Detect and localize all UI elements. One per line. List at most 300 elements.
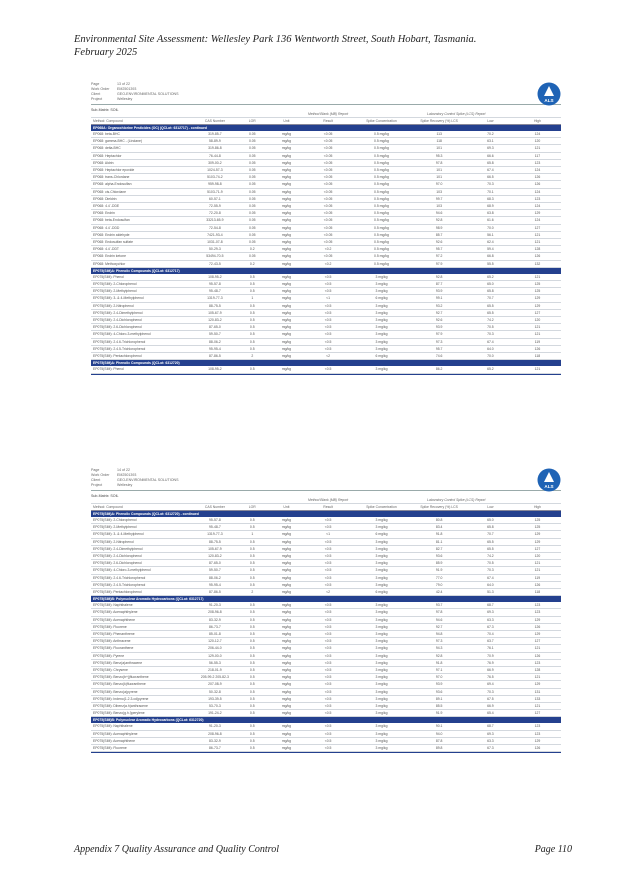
table-cell: mg/kg [268, 224, 304, 231]
table-row [91, 517, 561, 524]
table-cell: mg/kg [268, 231, 304, 238]
table-cell: 97.3 [411, 338, 467, 345]
table-cell: 121 [514, 274, 561, 281]
table-cell: 0.5 mg/kg [352, 167, 412, 174]
table-cell: EP075(SIM): 2.4.6-Trichlorophenol [91, 338, 194, 345]
table-cell: 55.5 [467, 260, 514, 267]
table-cell: <0.5 [305, 567, 352, 574]
table-cell: mg/kg [268, 145, 304, 152]
table-cell: 129 [514, 302, 561, 309]
table-cell: 120 [514, 317, 561, 324]
table-cell: EP075(SIM): 2.4-Dimethylphenol [91, 309, 194, 316]
table-cell: EP068: 4.4`-DDE [91, 203, 194, 210]
table-row [91, 703, 561, 710]
table-cell: 92.7 [411, 309, 467, 316]
meta-key: Client [91, 92, 101, 96]
table-cell: 0.5 [236, 338, 268, 345]
table-cell: <0.5 [305, 688, 352, 695]
table-row [91, 524, 561, 531]
table-cell: 120-83-2 [194, 317, 237, 324]
table-cell: 66.9 [467, 667, 514, 674]
table-cell: 56.1 [467, 231, 514, 238]
table-cell: 0.5 [236, 695, 268, 702]
meta-value: EM2501393 [117, 87, 137, 91]
table-row [91, 274, 561, 281]
table-cell: <0.05 [305, 210, 352, 217]
table-cell: 123 [514, 195, 561, 202]
table-cell: 67.3 [467, 745, 514, 752]
table-cell: mg/kg [268, 623, 304, 630]
table-row [91, 688, 561, 695]
table-cell: 120 [514, 138, 561, 145]
table-cell: 3 mg/kg [352, 517, 412, 524]
table-row [91, 324, 561, 331]
table-cell: EP075(SIM): 2-Methylphenol [91, 524, 194, 531]
table-cell: 99.7 [411, 195, 467, 202]
table-row [91, 723, 561, 730]
table-cell: 59-50-7 [194, 331, 237, 338]
table-cell: 3 mg/kg [352, 302, 412, 309]
table-cell: 83.4 [411, 524, 467, 531]
table-cell: 3 mg/kg [352, 581, 412, 588]
table-cell: mg/kg [268, 159, 304, 166]
table-cell: mg/kg [268, 331, 304, 338]
table-cell: 70.5 [467, 324, 514, 331]
report-meta [91, 468, 561, 488]
table-cell: 94.6 [411, 210, 467, 217]
table-row [91, 623, 561, 630]
table-row [91, 553, 561, 560]
table-cell: 121 [514, 703, 561, 710]
table-cell: 91.8 [411, 659, 467, 666]
table-cell: EP075(SIM): Phenanthrene [91, 631, 194, 638]
table-row [91, 581, 561, 588]
table-cell: 206-44-0 [194, 645, 237, 652]
table-cell: 123 [514, 659, 561, 666]
table-cell: 3 mg/kg [352, 703, 412, 710]
table-row [91, 138, 561, 145]
table-cell: 123 [514, 723, 561, 730]
table-cell: 0.5 [236, 524, 268, 531]
table-cell: 0.5 mg/kg [352, 203, 412, 210]
table-cell: mg/kg [268, 181, 304, 188]
table-cell: mg/kg [268, 652, 304, 659]
table-cell: 0.05 [236, 210, 268, 217]
table-cell: 81.1 [411, 538, 467, 545]
table-cell: 95-48-7 [194, 524, 237, 531]
table-cell: EP075(SIM): Fluorene [91, 623, 194, 630]
table-cell: 108-95-2 [194, 366, 237, 373]
group-lcs: Laboratory Control Spike (LCS) Report [352, 112, 561, 118]
table-cell: 76.5 [467, 674, 514, 681]
table-cell: 0.05 [236, 195, 268, 202]
table-cell: 65.2 [467, 366, 514, 373]
table-cell: mg/kg [268, 616, 304, 623]
footer-appendix: Appendix 7 Quality Assurance and Quality Control [74, 844, 279, 855]
table-cell: 0.05 [236, 152, 268, 159]
table-cell: EP075(SIM): 2.6-Dichlorophenol [91, 560, 194, 567]
table-cell: 129 [514, 631, 561, 638]
table-cell: EP075(SIM): Pyrene [91, 652, 194, 659]
table-cell: mg/kg [268, 274, 304, 281]
table-cell: 89.8 [411, 745, 467, 752]
als-logo-icon [537, 82, 561, 106]
table-cell: <0.05 [305, 174, 352, 181]
table-cell: 123 [514, 730, 561, 737]
table-cell: 33213-65-9 [194, 217, 237, 224]
table-cell: <0.5 [305, 674, 352, 681]
table-cell: 3 mg/kg [352, 638, 412, 645]
table-cell: EP075(SIM): Benz(a)anthracene [91, 659, 194, 666]
table-row [91, 652, 561, 659]
table-cell: 121 [514, 567, 561, 574]
table-cell: 0.5 [236, 553, 268, 560]
table-cell: 88-06-2 [194, 574, 237, 581]
table-cell: 70.0 [467, 353, 514, 360]
table-cell: 3 mg/kg [352, 730, 412, 737]
table-cell: 70.5 [467, 560, 514, 567]
table-cell: 87.7 [411, 281, 467, 288]
table-cell: <0.05 [305, 195, 352, 202]
table-cell: 0.5 mg/kg [352, 260, 412, 267]
table-row [91, 203, 561, 210]
table-cell: 123 [514, 609, 561, 616]
table-cell: 74.2 [467, 317, 514, 324]
table-cell: 68.7 [467, 723, 514, 730]
table-cell: 95-95-4 [194, 581, 237, 588]
table-cell: EP068: beta-Endosulfan [91, 217, 194, 224]
table-cell: 0.05 [236, 224, 268, 231]
table-cell: 3 mg/kg [352, 652, 412, 659]
table-row [91, 730, 561, 737]
table-row [91, 295, 561, 302]
table-cell: 59.4 [467, 246, 514, 253]
table-cell: mg/kg [268, 217, 304, 224]
report-meta [91, 82, 561, 102]
table-cell: 105-67-9 [194, 545, 237, 552]
meta-row [91, 483, 561, 488]
table-cell: 63.3 [467, 616, 514, 623]
table-cell: 3 mg/kg [352, 695, 412, 702]
table-cell: 132 [514, 260, 561, 267]
table-cell: mg/kg [268, 302, 304, 309]
table-cell: 83-32-9 [194, 616, 237, 623]
table-cell: 121 [514, 331, 561, 338]
table-row [91, 602, 561, 609]
table-cell: mg/kg [268, 631, 304, 638]
table-cell: EP075(SIM): 2.4-Dichlorophenol [91, 317, 194, 324]
table-cell: 0.5 [236, 602, 268, 609]
table-cell: mg/kg [268, 239, 304, 246]
table-cell: 88-06-2 [194, 338, 237, 345]
table-cell: 59-50-7 [194, 567, 237, 574]
table-row [91, 609, 561, 616]
table-row [91, 145, 561, 152]
table-cell: 207-08-9 [194, 681, 237, 688]
table-cell: EP075(SIM): Fluoranthene [91, 645, 194, 652]
table-cell: 3 mg/kg [352, 281, 412, 288]
table-cell: EP075(SIM): Phenol [91, 366, 194, 373]
table-cell: 0.5 [236, 324, 268, 331]
table-cell: 208-96-8 [194, 609, 237, 616]
table-cell: <0.5 [305, 574, 352, 581]
table-cell: 124 [514, 217, 561, 224]
table-cell: 125 [514, 524, 561, 531]
table-cell: <0.5 [305, 302, 352, 309]
table-cell: 87-86-5 [194, 353, 237, 360]
table-cell: mg/kg [268, 338, 304, 345]
table-cell: 92.6 [411, 317, 467, 324]
col-header-result: Result [305, 118, 352, 125]
table-cell: 65.4 [467, 710, 514, 717]
table-cell: 1024-57-3 [194, 167, 237, 174]
table-cell: mg/kg [268, 745, 304, 752]
table-cell: 0.5 [236, 681, 268, 688]
table-cell: 94.3 [411, 645, 467, 652]
table-cell: 83-32-9 [194, 737, 237, 744]
table-cell: 94.8 [411, 631, 467, 638]
table-cell: 127 [514, 710, 561, 717]
table-cell: 61.6 [467, 217, 514, 224]
table-cell: <0.05 [305, 224, 352, 231]
table-cell: 86-73-7 [194, 745, 237, 752]
table-cell: 0.5 [236, 688, 268, 695]
table-cell: 95-48-7 [194, 288, 237, 295]
table-cell: <0.5 [305, 366, 352, 373]
table-cell: 97.8 [411, 609, 467, 616]
table-cell: 92.6 [411, 239, 467, 246]
table-cell: 0.5 [236, 560, 268, 567]
table-cell: mg/kg [268, 645, 304, 652]
table-cell: 0.5 [236, 723, 268, 730]
table-cell: <0.5 [305, 737, 352, 744]
table-cell: 69.3 [467, 145, 514, 152]
table-cell: <0.05 [305, 159, 352, 166]
table-cell: EP068: Endosulfan sulfate [91, 239, 194, 246]
table-cell: 3 mg/kg [352, 602, 412, 609]
table-cell: EP068: cis-Chlordane [91, 188, 194, 195]
table-cell: 97.9 [411, 331, 467, 338]
table-cell: 0.05 [236, 181, 268, 188]
table-cell: 74.2 [467, 553, 514, 560]
table-cell: 3 mg/kg [352, 681, 412, 688]
table-cell: EP068: Endrin ketone [91, 253, 194, 260]
table-cell: 0.5 [236, 574, 268, 581]
table-cell: <0.5 [305, 602, 352, 609]
table-cell: 0.5 [236, 366, 268, 373]
meta-value: 14 of 22 [117, 468, 130, 472]
table-cell: 120-83-2 [194, 553, 237, 560]
table-row [91, 188, 561, 195]
table-cell: 218-01-9 [194, 667, 237, 674]
table-cell: EP068: Methoxychlor [91, 260, 194, 267]
table-cell: 0.5 mg/kg [352, 253, 412, 260]
table-cell: 6 mg/kg [352, 589, 412, 596]
table-cell: mg/kg [268, 609, 304, 616]
meta-value: EM2501393 [117, 473, 137, 477]
table-row [91, 710, 561, 717]
table-cell: mg/kg [268, 517, 304, 524]
table-cell: 1319-77-3 [194, 531, 237, 538]
section-title: EP075(SIM)A: Phenolic Compounds (QCLot: 6312720) [91, 360, 561, 367]
section-title: EP075(SIM)A: Phenolic Compounds (QCLot: 6312717) [91, 267, 561, 274]
table-cell: 5103-74-2 [194, 174, 237, 181]
table-cell: <0.5 [305, 638, 352, 645]
table-cell: mg/kg [268, 553, 304, 560]
table-cell: <0.05 [305, 167, 352, 174]
table-row [91, 217, 561, 224]
table-cell: 65.0 [467, 517, 514, 524]
table-cell: EP075(SIM): 2.4.5-Trichlorophenol [91, 345, 194, 352]
table-cell: <0.5 [305, 616, 352, 623]
table-bottom-rule-cell [91, 373, 561, 375]
table-cell: 53-70-3 [194, 703, 237, 710]
meta-key: Work Order [91, 473, 110, 477]
table-cell: 91.8 [411, 531, 467, 538]
table-cell: 92.8 [411, 217, 467, 224]
table-cell: 85.9 [411, 560, 467, 567]
table-cell: 72-43-5 [194, 260, 237, 267]
table-cell: 121 [514, 239, 561, 246]
table-cell: 0.2 [236, 246, 268, 253]
table-cell: <0.5 [305, 324, 352, 331]
table-cell: 95-57-8 [194, 281, 237, 288]
table-row [91, 681, 561, 688]
table-cell: EP075(SIM): Naphthalene [91, 602, 194, 609]
table-cell: mg/kg [268, 188, 304, 195]
table-cell: 125 [514, 288, 561, 295]
table-cell: 127 [514, 545, 561, 552]
table-cell: 0.5 [236, 674, 268, 681]
table-row [91, 239, 561, 246]
table-cell: 309-00-2 [194, 159, 237, 166]
table-cell: <0.5 [305, 553, 352, 560]
table-cell: EP075(SIM): 2-Chlorophenol [91, 517, 194, 524]
table-cell: 66.8 [467, 253, 514, 260]
table-row [91, 338, 561, 345]
table-cell: 0.5 mg/kg [352, 138, 412, 145]
table-cell: 91.9 [411, 710, 467, 717]
table-cell: EP075(SIM): Phenol [91, 274, 194, 281]
table-cell: 65.5 [467, 302, 514, 309]
table-cell: 0.5 mg/kg [352, 174, 412, 181]
table-cell: 1 [236, 295, 268, 302]
table-cell: 68.7 [467, 602, 514, 609]
table-cell: 95.7 [411, 246, 467, 253]
table-cell: 119 [514, 338, 561, 345]
table-cell: 0.5 [236, 317, 268, 324]
table-cell: <0.05 [305, 131, 352, 138]
col-header-spike: Spike Concentration [352, 118, 412, 125]
table-cell: 3 mg/kg [352, 631, 412, 638]
table-cell: 120-12-7 [194, 638, 237, 645]
table-cell: 87-86-5 [194, 589, 237, 596]
table-cell: EP075(SIM): 2-Chlorophenol [91, 281, 194, 288]
table-cell: 89.1 [411, 695, 467, 702]
table-cell: <0.05 [305, 231, 352, 238]
table-cell: <0.05 [305, 138, 352, 145]
table-cell: mg/kg [268, 638, 304, 645]
table-cell: <0.5 [305, 317, 352, 324]
table-cell: 95.3 [411, 152, 467, 159]
table-cell: 121 [514, 645, 561, 652]
table-cell: 128 [514, 246, 561, 253]
table-cell: 72-55-9 [194, 203, 237, 210]
table-cell: 70.0 [467, 224, 514, 231]
table-cell: 121 [514, 231, 561, 238]
table-cell: <0.5 [305, 581, 352, 588]
table-cell: <0.5 [305, 560, 352, 567]
table-cell: 0.5 [236, 703, 268, 710]
table-cell: 88-75-5 [194, 302, 237, 309]
table-row [91, 253, 561, 260]
table-row [91, 674, 561, 681]
meta-key: Page [91, 468, 100, 472]
table-cell: 93.6 [411, 553, 467, 560]
header-rule [91, 490, 561, 491]
table-cell: 0.5 [236, 616, 268, 623]
table-cell: 133 [514, 695, 561, 702]
meta-value: GEO-ENVIRONMENTAL SOLUTIONS [117, 92, 179, 96]
table-cell: 68.3 [467, 195, 514, 202]
table-cell: 118 [514, 589, 561, 596]
table-cell: 63.3 [467, 737, 514, 744]
table-cell: mg/kg [268, 737, 304, 744]
table-cell: EP068: Aldrin [91, 159, 194, 166]
table-cell: mg/kg [268, 324, 304, 331]
table-cell: 0.5 mg/kg [352, 217, 412, 224]
col-header-unit: Unit [268, 118, 304, 125]
section-title: EP075(SIM)B: Polynuclear Aromatic Hydrocarbons (QCLot: 6312717) [91, 596, 561, 603]
logo-text: ALS [544, 98, 554, 103]
table-cell: 92.7 [411, 623, 467, 630]
table-cell: 3 mg/kg [352, 645, 412, 652]
table-bottom-rule-cell [91, 752, 561, 754]
table-cell: EP075(SIM): 2.4.5-Trichlorophenol [91, 581, 194, 588]
table-cell: 70.7 [467, 531, 514, 538]
table-cell: 0.2 [236, 260, 268, 267]
table-cell: EP068: delta-BHC [91, 145, 194, 152]
table-cell: 76.1 [467, 645, 514, 652]
table-cell: EP075(SIM): Acenaphthene [91, 616, 194, 623]
table-cell: EP075(SIM): Dibenz(a.h)anthracene [91, 703, 194, 710]
table-cell: 66.9 [467, 703, 514, 710]
table-cell: <0.5 [305, 609, 352, 616]
table-cell: EP075(SIM): Pentachlorophenol [91, 353, 194, 360]
table-cell: 101 [411, 167, 467, 174]
table-cell: <0.5 [305, 288, 352, 295]
table-cell: 67.4 [467, 574, 514, 581]
meta-key: Project [91, 483, 103, 487]
table-cell: 6 mg/kg [352, 295, 412, 302]
table-cell: 95.7 [411, 345, 467, 352]
table-cell: <0.5 [305, 345, 352, 352]
table-cell: 103 [411, 188, 467, 195]
table-cell: 3 mg/kg [352, 723, 412, 730]
table-cell: 98.9 [411, 224, 467, 231]
table-cell: 129 [514, 295, 561, 302]
table-row [91, 737, 561, 744]
table-cell: <0.2 [305, 260, 352, 267]
table-cell: 3 mg/kg [352, 616, 412, 623]
table-cell: 124 [514, 188, 561, 195]
table-cell: 126 [514, 174, 561, 181]
table-cell: EP075(SIM): Acenaphthylene [91, 730, 194, 737]
table-row [91, 195, 561, 202]
footer-page-number: Page 110 [534, 844, 572, 855]
table-cell: 1 [236, 531, 268, 538]
table-cell: 7421-93-4 [194, 231, 237, 238]
